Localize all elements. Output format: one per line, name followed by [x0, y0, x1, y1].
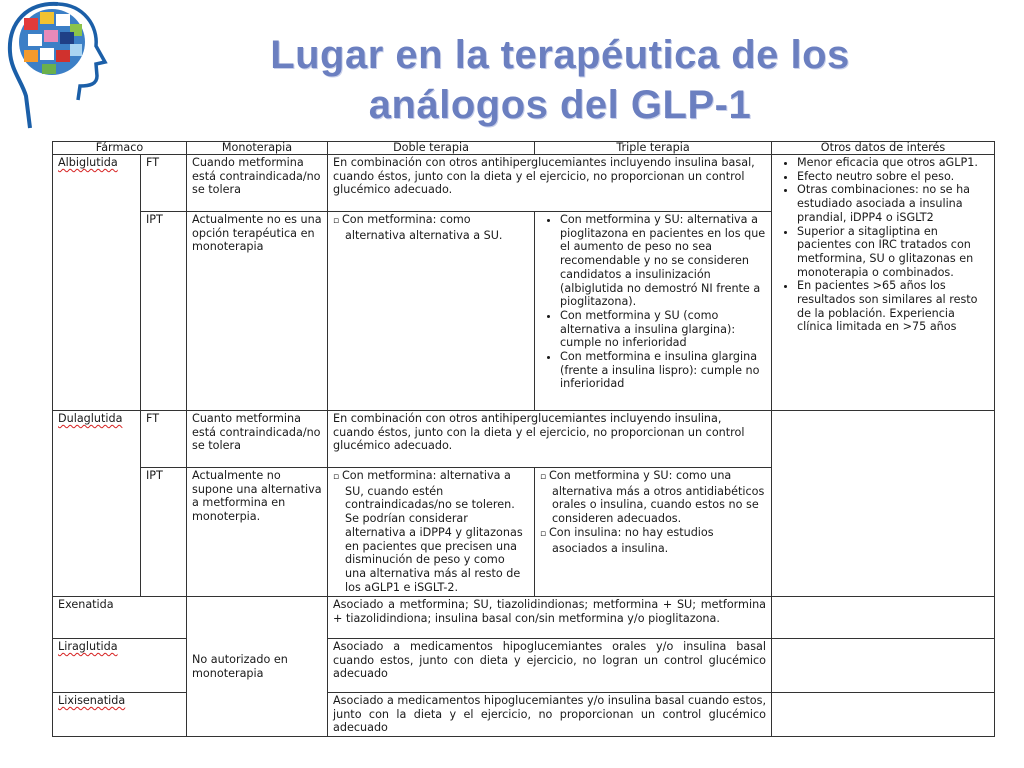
- cell-monoterapia: Actualmente no supone una alternativa a metformina en monoterpia.: [187, 468, 328, 597]
- list-item: • Con metformina y SU: alternativa a pioglitazona en pacientes en los que el aumento de peso no sea recomendable y no se consideren candidatos a insulinización (albiglutida no demostró NI frente a pioglitazona).: [560, 213, 766, 309]
- table-row: [53, 597, 995, 639]
- header-doble-terapia: Doble terapia: [328, 142, 535, 155]
- source-label: IPT: [141, 468, 187, 597]
- brain-logo-icon: [0, 0, 110, 135]
- cell-monoterapia: Cuando metformina está contraindicada/no se tolera: [187, 155, 328, 212]
- cell-otros-datos: [772, 693, 995, 737]
- cell-doble-terapia: En combinación con otros antihiperglucemiantes incluyendo insulina basal, cuando éstos, junto con la dieta y el ejercicio, no proporcionan un control glucémico adecuado.: [328, 155, 772, 212]
- title-line-1: Lugar en la terapéutica de los: [270, 33, 850, 77]
- list-item: • Otras combinaciones: no se ha estudiado asociada a insulina prandial, iDPP4 o iSGLT2: [797, 183, 989, 224]
- table-row: [53, 155, 995, 212]
- cell-otros-datos: [772, 411, 995, 597]
- cell-doble-terapia: En combinación con otros antihiperglucemiantes incluyendo insulina, cuando éstos, junto con la dieta y el ejercicio, no proporcionan un control glucémico adecuado.: [328, 411, 772, 468]
- cell-doble-terapia: ▫ Con metformina: alternativa a SU, cuando estén contraindicadas/no se toleren. Se podrían considerar alternativa a iDPP4 y glitazonas en pacientes que precisen una disminución de peso y como una alternativa más al resto de los aGLP1 e iSGLT-2.: [328, 468, 535, 597]
- drug-name-albiglutida: Albiglutida: [53, 155, 141, 411]
- cell-triple-terapia: ▫ Con metformina y SU: como una alternativa más a otros antidiabéticos orales o insulina, cuando estos no se consideren adecuados. ▫ Con insulina: no hay estudios asociados a insulina.: [535, 468, 772, 597]
- source-label: FT: [141, 155, 187, 212]
- table-row: [53, 411, 995, 468]
- table-header-row: [53, 142, 995, 155]
- cell-monoterapia: Cuanto metformina está contraindicada/no se tolera: [187, 411, 328, 468]
- source-label: IPT: [141, 212, 187, 411]
- drug-name-lixisenatida: Lixisenatida: [53, 693, 187, 737]
- cell-otros-datos: [772, 639, 995, 693]
- list-item: • Efecto neutro sobre el peso.: [797, 170, 989, 184]
- cell-triple-terapia: [535, 212, 772, 411]
- drug-name-exenatida: Exenatida: [53, 597, 187, 639]
- header-otros-datos: Otros datos de interés: [772, 142, 995, 155]
- cell-otros-datos: [772, 155, 995, 411]
- cell-doble-terapia: Asociado a medicamentos hipoglucemiantes orales y/o insulina basal cuando estos, junto con dieta y ejercicio, no logran un control glucémico adecuado: [328, 639, 772, 693]
- list-item: • En pacientes >65 años los resultados son similares al resto de la población. Experiencia clínica limitada en >75 años: [797, 279, 989, 334]
- cell-otros-datos: [772, 597, 995, 639]
- title-line-2: análogos del GLP-1: [368, 83, 752, 127]
- cell-doble-terapia: ▫ Con metformina: como alternativa alternativa a SU.: [328, 212, 535, 411]
- drug-name-dulaglutida: Dulaglutida: [53, 411, 141, 597]
- list-item: • Con metformina y SU (como alternativa a insulina glargina): cumple no inferioridad: [560, 309, 766, 350]
- list-item: • Superior a sitagliptina en pacientes con IRC tratados con metformina, SU o glitazonas en monoterapia o combinados.: [797, 225, 989, 280]
- cell-doble-terapia: Asociado a metformina; SU, tiazolidindionas; metformina + SU; metformina + tiazolidindiona; insulina basal con/sin metformina y/o pioglitazona.: [328, 597, 772, 639]
- drug-name-liraglutida: Liraglutida: [53, 639, 187, 693]
- header-triple-terapia: Triple terapia: [535, 142, 772, 155]
- list-item: • Menor eficacia que otros aGLP1.: [797, 156, 989, 170]
- list-item: • Con metformina e insulina glargina (frente a insulina lispro): cumple no inferioridad: [560, 350, 766, 391]
- glp1-therapy-table: [52, 141, 995, 737]
- cell-monoterapia: No autorizado en monoterapia: [187, 597, 328, 737]
- header-farmaco: Fármaco: [53, 142, 187, 155]
- page-title: [130, 30, 990, 130]
- cell-monoterapia: Actualmente no es una opción terapéutica en monoterapia: [187, 212, 328, 411]
- source-label: FT: [141, 411, 187, 468]
- header-monoterapia: Monoterapia: [187, 142, 328, 155]
- cell-doble-terapia: Asociado a medicamentos hipoglucemiantes y/o insulina basal cuando estos, junto con la dieta y el ejercicio, no proporcionan un control glucémico adecuado: [328, 693, 772, 737]
